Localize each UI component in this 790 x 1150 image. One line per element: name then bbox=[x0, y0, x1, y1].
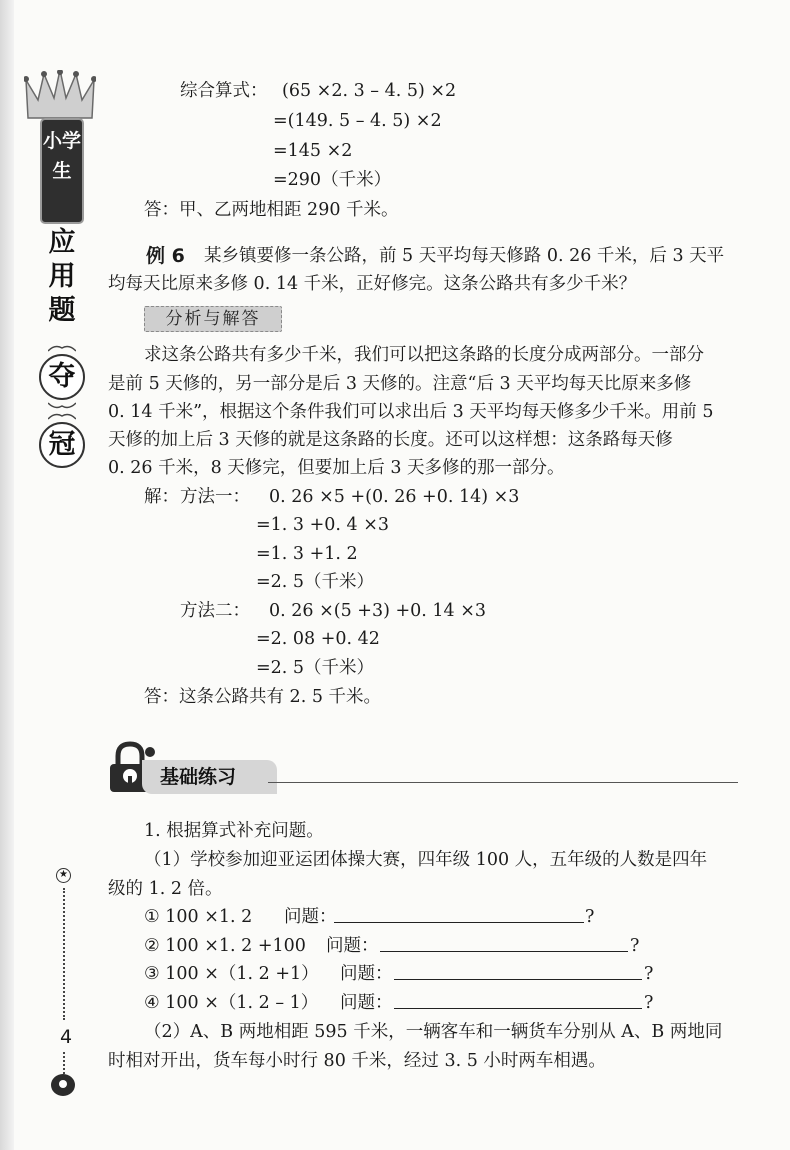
analysis-line: 是前 5 天修的，另一部分是后 3 天修的。注意“后 3 天平均每天比原来多修 bbox=[108, 374, 692, 394]
question-label: 问题： bbox=[284, 907, 337, 927]
badge-char-1: 夺 bbox=[39, 354, 85, 400]
solution-line: =1. 3 +1. 2 bbox=[256, 544, 358, 564]
star-icon: ★ bbox=[56, 868, 71, 883]
solution-line: =2. 5（千米） bbox=[256, 572, 375, 592]
question-label: 问题： bbox=[326, 936, 379, 956]
question-mark: ? bbox=[644, 993, 654, 1013]
analysis-line: 0. 26 千米，8 天修完，但要加上后 3 天多修的那一部分。 bbox=[108, 458, 565, 478]
ornament-icon bbox=[48, 344, 76, 352]
book-title: 应用题 bbox=[48, 227, 76, 326]
solution-line: 0. 26 ×(5 +3) +0. 14 ×3 bbox=[269, 601, 487, 621]
calc-line: =(149. 5 – 4. 5) ×2 bbox=[273, 111, 442, 131]
page-number: 4 bbox=[59, 1026, 73, 1048]
solution-line: =2. 08 +0. 42 bbox=[256, 629, 380, 649]
solution-line: =2. 5（千米） bbox=[256, 658, 375, 678]
question-mark: ? bbox=[630, 936, 640, 956]
question-mark: ? bbox=[585, 907, 595, 927]
method-label: 方法一： bbox=[180, 487, 250, 507]
calc-line: =290（千米） bbox=[273, 170, 392, 190]
example-text: 均每天比原来多修 0. 14 千米，正好修完。这条公路共有多少千米？ bbox=[108, 274, 637, 294]
series-label-box bbox=[40, 118, 84, 224]
practice-section-header bbox=[108, 740, 738, 800]
question-text: 级的 1. 2 倍。 bbox=[108, 879, 223, 899]
exercise-formula: ① 100 ×1. 2 bbox=[144, 907, 253, 927]
footer-dot-icon bbox=[51, 1074, 75, 1096]
question-text: （2）A、B 两地相距 595 千米，一辆客车和一辆货车分别从 A、B 两地同 bbox=[144, 1022, 723, 1042]
calc-line: =145 ×2 bbox=[273, 141, 353, 161]
calc-line: (65 ×2. 3 – 4. 5) ×2 bbox=[282, 81, 457, 101]
answer-blank[interactable] bbox=[394, 963, 642, 980]
exercise-formula: ③ 100 ×（1. 2 +1） bbox=[144, 964, 319, 984]
analysis-tag: 分析与解答 bbox=[144, 306, 282, 332]
answer-blank[interactable] bbox=[394, 992, 642, 1009]
section-divider bbox=[268, 782, 738, 783]
page-edge-band bbox=[0, 0, 14, 1150]
solution-prefix: 解： bbox=[144, 487, 179, 507]
question-text: （1）学校参加迎亚运团体操大赛，四年级 100 人，五年级的人数是四年 bbox=[144, 850, 708, 870]
method-label: 方法二： bbox=[180, 601, 250, 621]
question-text: 时相对开出，货车每小时行 80 千米，经过 3. 5 小时两车相遇。 bbox=[108, 1051, 606, 1071]
question-mark: ? bbox=[644, 964, 654, 984]
ornament-icon bbox=[48, 412, 76, 420]
answer-blank[interactable] bbox=[334, 906, 584, 923]
analysis-line: 天修的加上后 3 天修的就是这条路的长度。还可以这样想：这条路每天修 bbox=[108, 430, 673, 450]
dotted-divider bbox=[63, 1052, 65, 1074]
question-label: 问题： bbox=[340, 993, 393, 1013]
answer-blank[interactable] bbox=[380, 935, 628, 952]
practice-title: 基础练习 bbox=[160, 766, 237, 788]
analysis-line: 求这条公路共有多少千米，我们可以把这条路的长度分成两部分。一部分 bbox=[144, 345, 704, 365]
question-label: 问题： bbox=[340, 964, 393, 984]
exercise-formula: ② 100 ×1. 2 +100 bbox=[144, 936, 306, 956]
example-label: 例 6 bbox=[146, 245, 185, 267]
dotted-divider bbox=[63, 888, 65, 1020]
calc-label: 综合算式： bbox=[180, 81, 268, 101]
question-text: 1. 根据算式补充问题。 bbox=[144, 821, 324, 841]
example-text: 某乡镇要修一条公路，前 5 天平均每天修路 0. 26 千米，后 3 天平 bbox=[204, 246, 725, 266]
exercise-formula: ④ 100 ×（1. 2 – 1） bbox=[144, 993, 319, 1013]
ornament-icon bbox=[48, 402, 76, 410]
answer-text: 答：甲、乙两地相距 290 千米。 bbox=[144, 200, 399, 220]
solution-line: 0. 26 ×5 +(0. 26 +0. 14) ×3 bbox=[269, 487, 520, 507]
badge-char-2: 冠 bbox=[39, 422, 85, 468]
analysis-line: 0. 14 千米”，根据这个条件我们可以求出后 3 天平均每天修多少千米。用前 5 bbox=[108, 402, 714, 422]
series-title: 小学生 bbox=[42, 130, 81, 182]
crown-icon bbox=[24, 70, 96, 120]
solution-line: =1. 3 +0. 4 ×3 bbox=[256, 515, 390, 535]
answer-text: 答：这条公路共有 2. 5 千米。 bbox=[144, 687, 382, 707]
